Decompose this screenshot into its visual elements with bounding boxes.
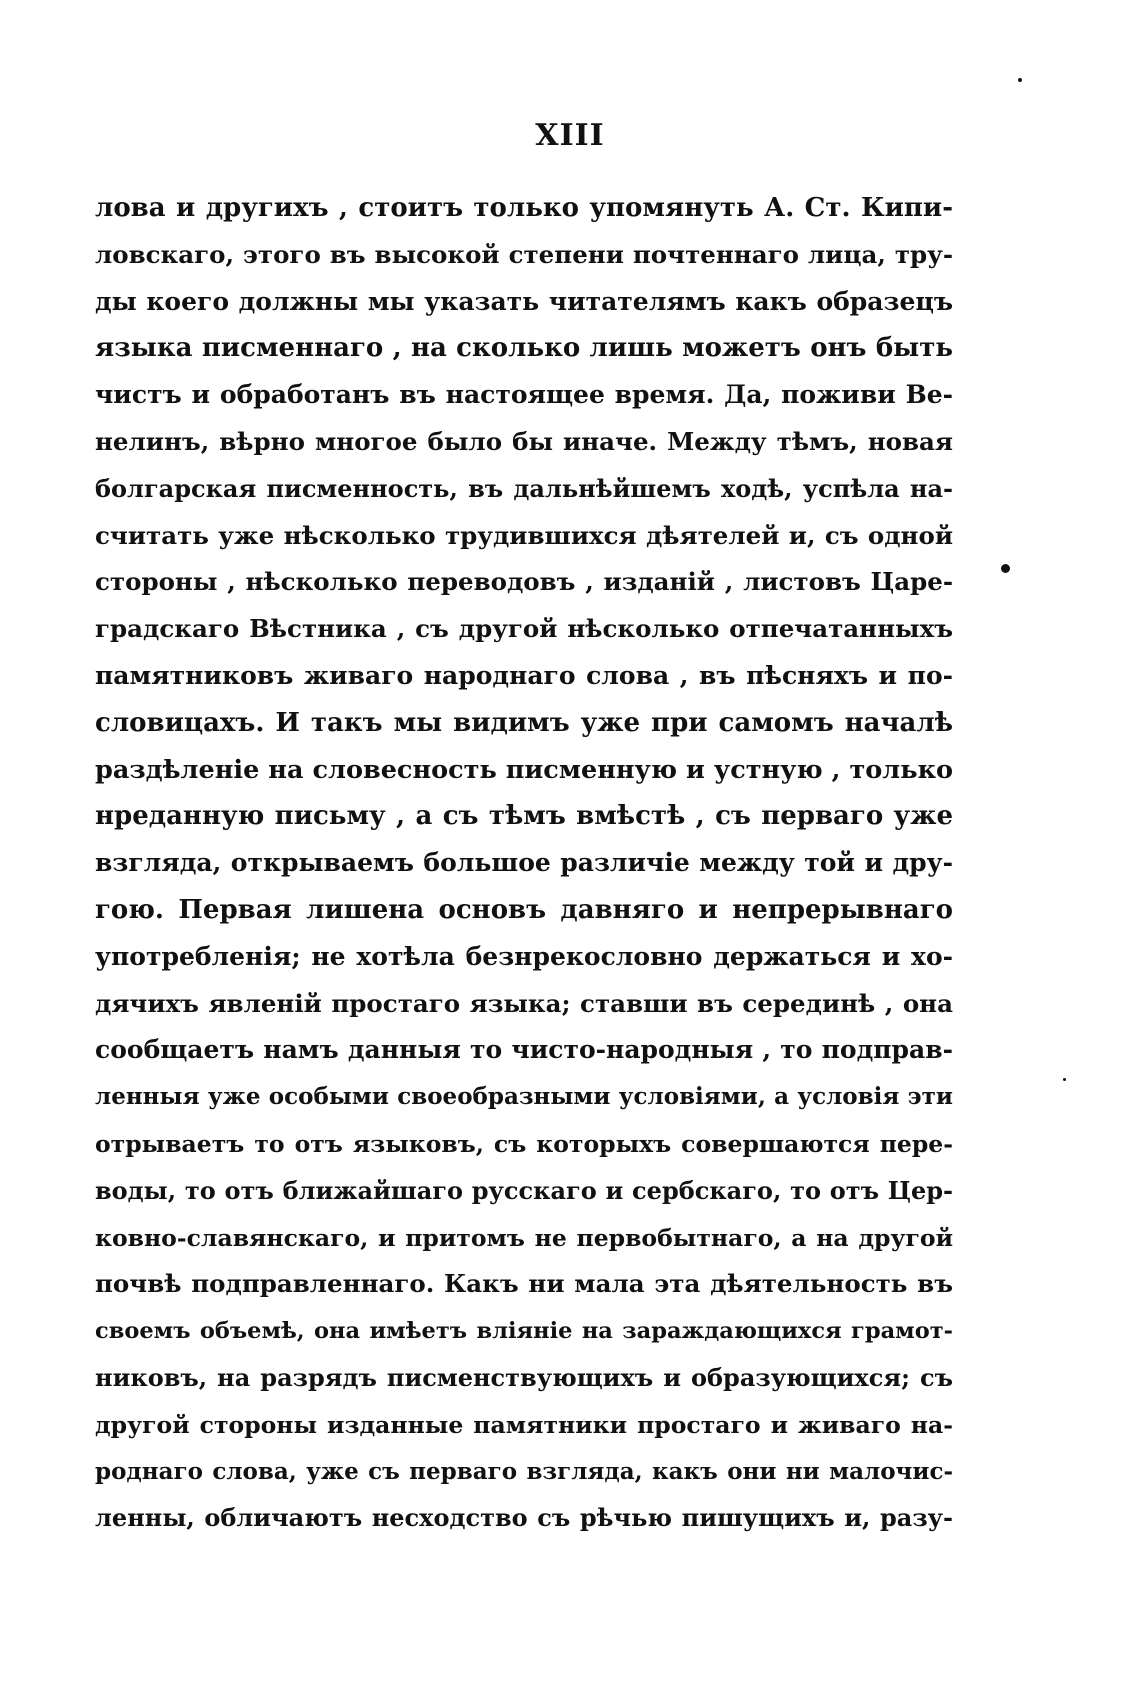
- text-line: градскаго Вѣстника , съ другой нѣсколько отпечатанныхъ: [95, 614, 953, 644]
- text-line: словицахъ. И такъ мы видимъ уже при самомъ началѣ: [95, 707, 953, 738]
- text-line: употребленія; не хотѣла безнрекословно держаться и хо-: [95, 941, 953, 971]
- text-line: считать уже нѣсколько трудившихся дѣятелей и, съ одной: [95, 520, 953, 550]
- page-number: XIII: [535, 118, 605, 153]
- text-line: ленны, обличаютъ несходство съ рѣчью пишущихъ и, разу-: [95, 1503, 953, 1533]
- text-line: роднаго слова, уже съ перваго взгляда, какъ они ни малочис-: [95, 1457, 953, 1485]
- text-line: дячихъ явленій простаго языка; ставши въ серединѣ , она: [95, 988, 953, 1018]
- text-line: стороны , нѣсколько переводовъ , изданій , листовъ Царе-: [95, 567, 953, 597]
- text-line: никовъ, на разрядъ писменствующихъ и образующихся; съ: [95, 1362, 953, 1392]
- text-line: отрываетъ то отъ языковъ, съ которыхъ совершаются пере-: [95, 1129, 953, 1158]
- text-line: нреданную письму , а съ тѣмъ вмѣстѣ , съ перваго уже: [95, 801, 953, 832]
- text-line: нелинъ, вѣрно многое было бы иначе. Между тѣмъ, новая: [95, 426, 953, 456]
- text-line: ды коего должны мы указать читателямъ какъ образецъ: [95, 286, 953, 316]
- text-line: болгарская писменность, въ дальнѣйшемъ ходѣ, успѣла на-: [95, 473, 953, 503]
- text-line: чистъ и обработанъ въ настоящее время. Да, поживи Ве-: [95, 380, 953, 410]
- text-line: языка писменнаго , на сколько лишь можетъ онъ быть: [95, 333, 953, 364]
- text-line: своемъ объемѣ, она имѣетъ вліяніе на зараждающихся грамот-: [95, 1318, 953, 1345]
- text-line: памятниковъ живаго народнаго слова , въ пѣсняхъ и по-: [95, 660, 953, 690]
- ink-speck: [1018, 78, 1022, 82]
- text-line: почвѣ подправленнаго. Какъ ни мала эта дѣятельность въ: [95, 1269, 953, 1299]
- body-text: [95, 185, 953, 1542]
- text-line: ловскаго, этого въ высокой степени почтеннаго лица, тру-: [95, 239, 953, 269]
- text-line: гою. Первая лишена основъ давняго и непрерывнаго: [95, 894, 953, 925]
- text-line: лова и другихъ , стоитъ только упомянуть А. Ст. Кипи-: [95, 193, 953, 223]
- ink-speck: [1063, 1078, 1066, 1081]
- text-line: другой стороны изданные памятники простаго и живаго на-: [95, 1410, 953, 1439]
- text-line: взгляда, открываемъ большое различіе между той и дру-: [95, 848, 953, 878]
- text-line: ленныя уже особыми своеобразными условіями, а условія эти: [95, 1083, 953, 1111]
- text-line: воды, то отъ ближайшаго русскаго и сербскаго, то отъ Цер-: [95, 1175, 953, 1205]
- text-line: раздѣленіе на словесность писменную и устную , только: [95, 754, 953, 785]
- text-line: сообщаетъ намъ данныя то чисто-народныя , то подправ-: [95, 1035, 953, 1065]
- text-line: ковно-славянскаго, и притомъ не первобытнаго, а на другой: [95, 1223, 953, 1252]
- ink-speck: [1001, 564, 1010, 573]
